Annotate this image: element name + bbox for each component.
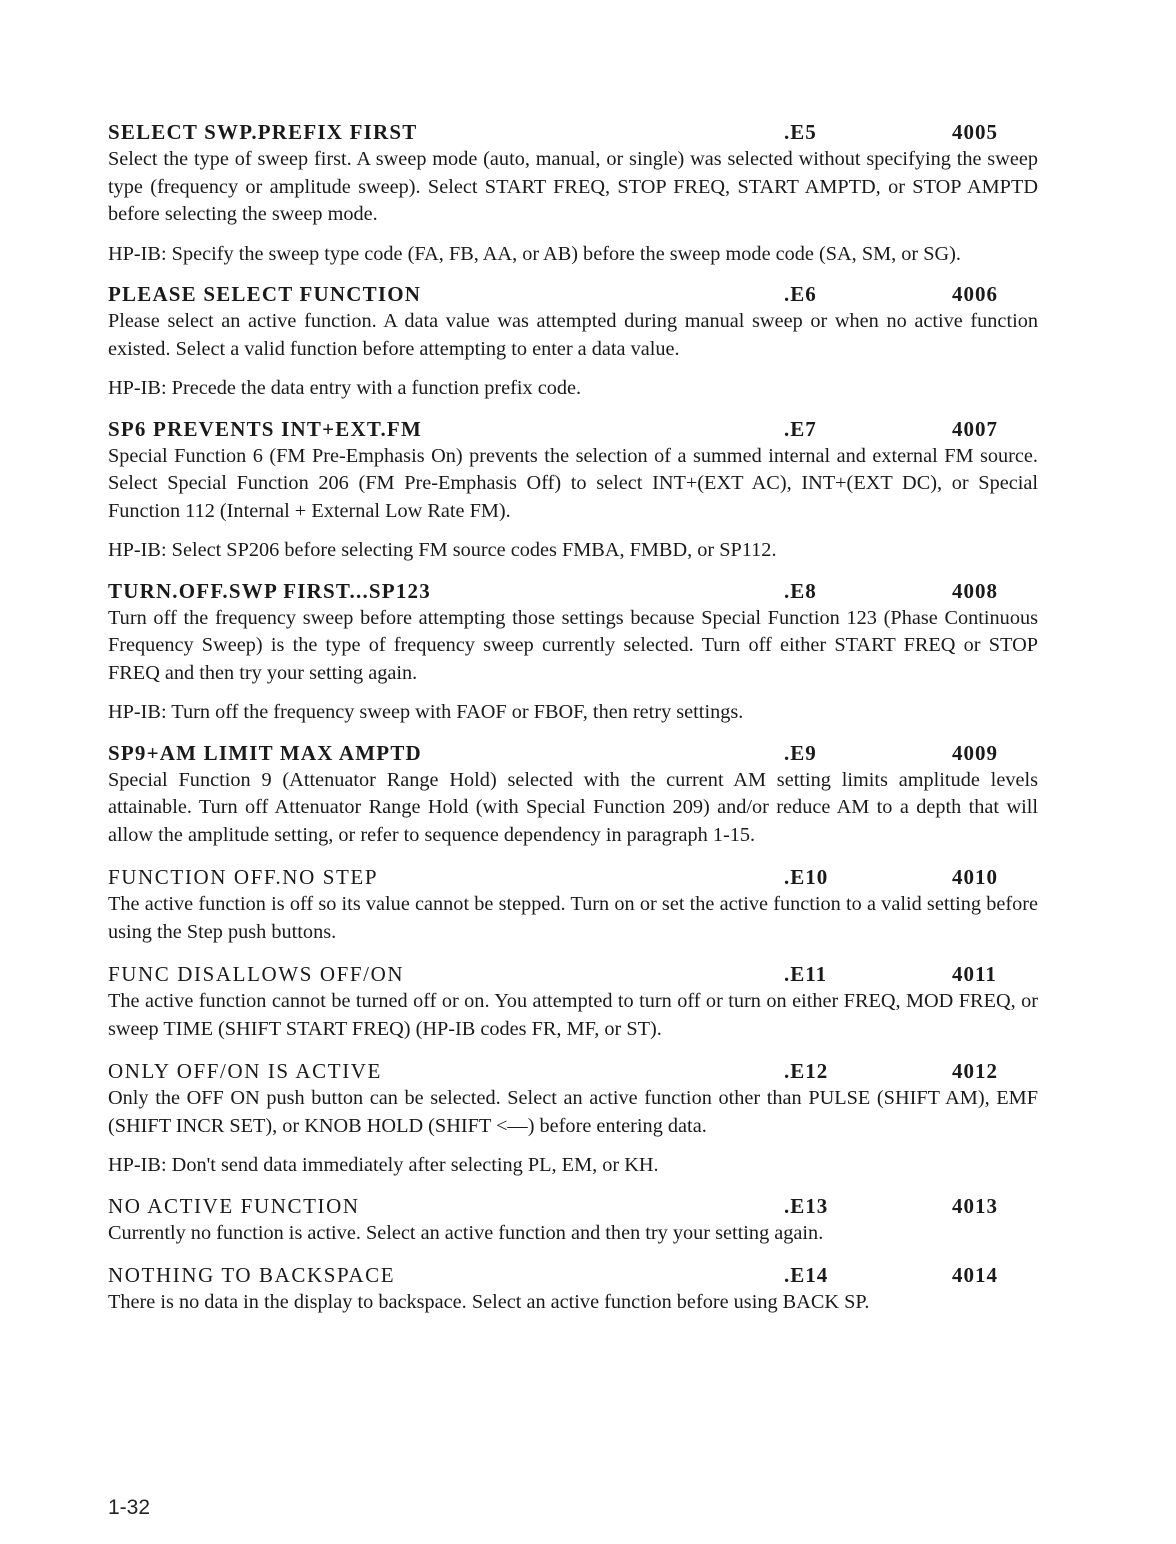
error-title: FUNCTION OFF.NO STEP — [108, 865, 379, 889]
error-code: .E9 — [784, 740, 817, 765]
error-entry-e11 — [108, 960, 1038, 1043]
entry-heading — [108, 739, 1038, 767]
error-entry-e14 — [108, 1261, 1038, 1317]
entry-heading — [108, 118, 1038, 146]
error-description: The active function is off so its value cannot be stepped. Turn on or set the active function to a valid setting before using the Step push buttons. — [108, 893, 1038, 943]
entry-heading — [108, 415, 1038, 443]
entry-heading — [108, 577, 1038, 605]
error-description: Select the type of sweep first. A sweep mode (auto, manual, or single) was selected without specifying the sweep type (frequency or amplitude sweep). Select START FREQ, STOP FREQ, START AMPTD, or STOP AMPTD before selecting the sweep mode. — [108, 148, 1038, 225]
error-title: ONLY OFF/ON IS ACTIVE — [108, 1059, 382, 1083]
error-description: Turn off the frequency sweep before attempting those settings because Special Function 123 (Phase Continuous Frequency Sweep) is the type of frequency sweep currently selected. Turn off either START FREQ or STOP FREQ and then try your setting again. — [108, 606, 1038, 684]
error-title: TURN.OFF.SWP FIRST...SP123 — [108, 578, 431, 603]
error-code: .E6 — [784, 282, 817, 306]
error-number: 4013 — [952, 1193, 998, 1218]
error-number: 4007 — [952, 416, 998, 441]
error-description: Currently no function is active. Select an active function and then try your setting again. — [108, 1221, 824, 1244]
error-entry-e7 — [108, 415, 1038, 565]
error-entry-e10 — [108, 863, 1038, 946]
error-number: 4012 — [952, 1059, 998, 1083]
error-entry-e12 — [108, 1057, 1038, 1180]
error-title: NOTHING TO BACKSPACE — [108, 1263, 396, 1287]
error-number: 4010 — [952, 865, 998, 889]
error-number: 4009 — [952, 740, 998, 765]
error-title: SP9+AM LIMIT MAX AMPTD — [108, 740, 422, 765]
error-description: The active function cannot be turned off or on. You attempted to turn off or turn on either FREQ, MOD FREQ, or sweep TIME (SHIFT START FREQ) (HP-IB codes FR, MF, or ST). — [108, 990, 1038, 1040]
error-title: PLEASE SELECT FUNCTION — [108, 282, 422, 306]
hpib-note: HP-IB: Specify the sweep type code (FA, FB, AA, or AB) before the sweep mode code (SA, SM, or SG). — [108, 242, 961, 265]
hpib-note: HP-IB: Don't send data immediately after selecting PL, EM, or KH. — [108, 1154, 659, 1176]
error-number: 4014 — [952, 1263, 998, 1287]
hpib-note: HP-IB: Precede the data entry with a function prefix code. — [108, 377, 582, 399]
error-title: SELECT SWP.PREFIX FIRST — [108, 120, 418, 144]
error-entry-e13 — [108, 1192, 1038, 1248]
entry-heading — [108, 280, 1038, 308]
entry-heading — [108, 1192, 1038, 1220]
error-description: There is no data in the display to backspace. Select an active function before using BACK SP. — [108, 1291, 870, 1313]
error-title: FUNC DISALLOWS OFF/ON — [108, 962, 405, 986]
error-title: SP6 PREVENTS INT+EXT.FM — [108, 416, 422, 441]
error-number: 4005 — [952, 120, 998, 144]
error-code: .E5 — [784, 120, 817, 144]
error-description: Please select an active function. A data value was attempted during manual sweep or when no active function existed. Select a valid function before attempting to enter a data value. — [108, 310, 1038, 360]
entry-heading — [108, 863, 1038, 891]
entry-heading — [108, 1261, 1038, 1289]
error-code: .E11 — [784, 962, 828, 986]
error-description: Special Function 9 (Attenuator Range Hold) selected with the current AM setting limits amplitude levels attainable. Turn off Attenuator Range Hold (with Special Function 209) and/or reduce AM to a depth that will allow the amplitude setting, or refer to sequence dependency in paragraph 1-15. — [108, 768, 1038, 846]
error-entry-e8 — [108, 577, 1038, 727]
error-number: 4011 — [952, 962, 997, 986]
page-number: 1-32 — [108, 1496, 151, 1519]
error-number: 4008 — [952, 578, 998, 603]
error-number: 4006 — [952, 282, 998, 306]
error-code: .E8 — [784, 578, 817, 603]
error-title: NO ACTIVE FUNCTION — [108, 1193, 360, 1218]
error-description: Special Function 6 (FM Pre-Emphasis On) prevents the selection of a summed internal and external FM source. Select Special Function 206 (FM Pre-Emphasis Off) to select INT+(EXT AC), INT+(EXT DC), or Special Function 112 (Internal + External Low Rate FM). — [108, 444, 1038, 522]
error-code: .E12 — [784, 1059, 829, 1083]
error-entry-e5 — [108, 118, 1038, 268]
error-entry-e9 — [108, 739, 1038, 850]
entry-heading — [108, 960, 1038, 988]
hpib-note: HP-IB: Select SP206 before selecting FM source codes FMBA, FMBD, or SP112. — [108, 539, 777, 561]
error-code: .E14 — [784, 1263, 829, 1287]
hpib-note: HP-IB: Turn off the frequency sweep with FAOF or FBOF, then retry settings. — [108, 701, 744, 723]
error-entry-e6 — [108, 280, 1038, 403]
error-code: .E13 — [784, 1193, 829, 1218]
error-code: .E10 — [784, 865, 829, 889]
error-message-list — [108, 118, 1038, 1317]
error-description: Only the OFF ON push button can be selected. Select an active function other than PULSE (SHIFT AM), EMF (SHIFT INCR SET), or KNOB HOLD (SHIFT <—) before entering data. — [108, 1087, 1038, 1137]
entry-heading — [108, 1057, 1038, 1085]
error-code: .E7 — [784, 416, 817, 441]
